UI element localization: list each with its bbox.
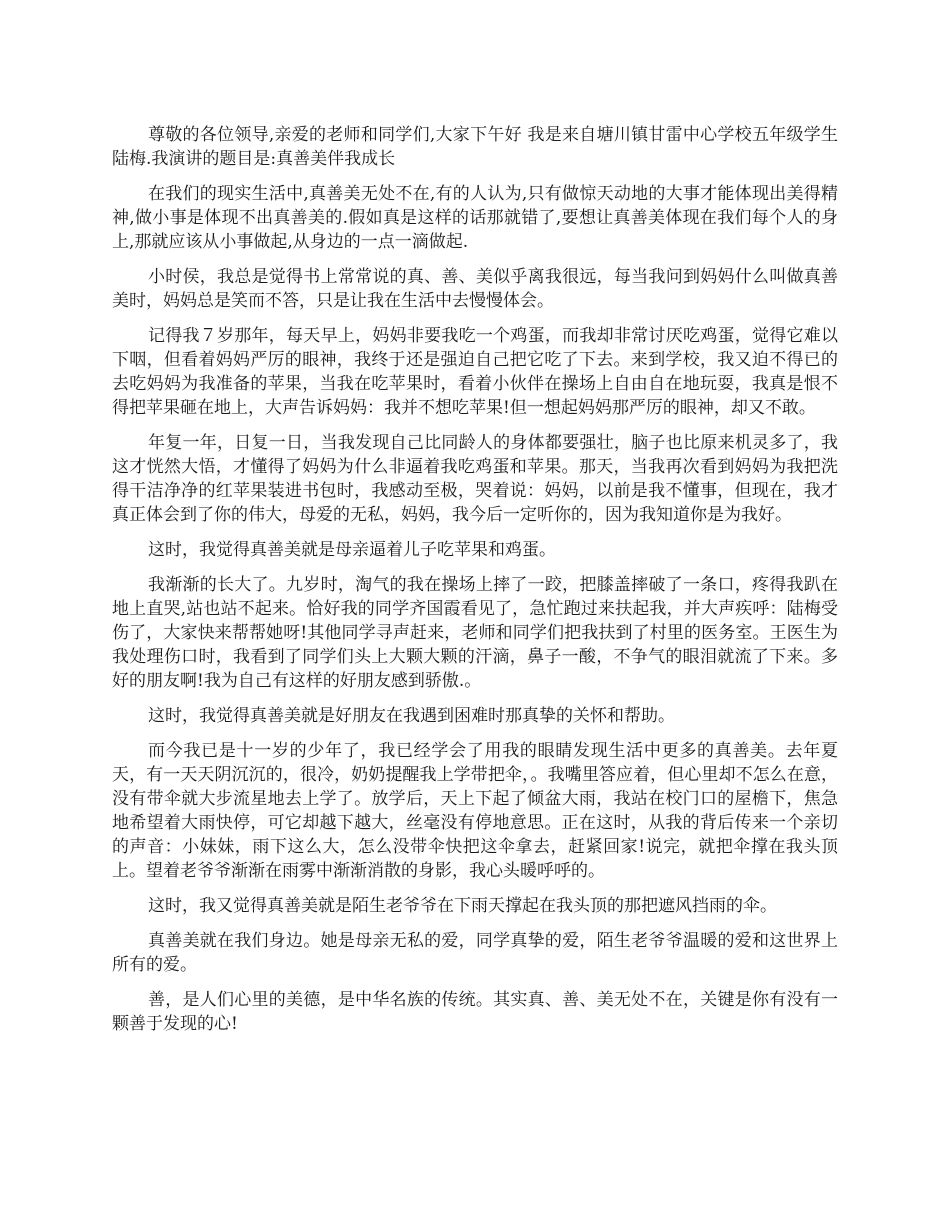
paragraph-childhood: 小时侯，我总是觉得书上常常说的真、善、美似乎离我很远，每当我问到妈妈什么叫做真善美时，妈妈总是笑而不答，只是让我在生活中去慢慢体会。 <box>112 267 838 311</box>
document-body <box>112 123 838 1047</box>
paragraph-greeting: 尊敬的各位领导,亲爱的老师和同学们,大家下午好 我是来自塘川镇甘雷中心学校五年级学生陆梅.我演讲的题目是:真善美伴我成长 <box>112 125 838 169</box>
paragraph-summary: 真善美就在我们身边。她是母亲无私的爱，同学真挚的爱，陌生老爷爷温暖的爱和这世界上所有的爱。 <box>112 931 838 975</box>
paragraph-egg-story: 记得我７岁那年，每天早上，妈妈非要我吃一个鸡蛋，而我却非常讨厌吃鸡蛋，觉得它难以下咽，但看着妈妈严厉的眼神，我终于还是强迫自己把它吃了下去。来到学校，我又迫不得已的去吃妈妈为我准备的苹果，当我在吃苹果时，看着小伙伴在操场上自由自在地玩耍，我真是恨不得把苹果砸在地上，大声告诉妈妈：我并不想吃苹果!但一想起妈妈那严厉的眼神，却又不敢。 <box>112 326 838 418</box>
paragraph-injury-story: 我渐渐的长大了。九岁时，淘气的我在操场上摔了一跤，把膝盖摔破了一条口，疼得我趴在地上直哭,站也站不起来。恰好我的同学齐国霞看见了，急忙跑过来扶起我，并大声疾呼：陆梅受伤了，大家快来帮帮她呀!其他同学寻声赶来，老师和同学们把我扶到了村里的医务室。王医生为我处理伤口时，我看到了同学们头上大颗大颗的汗滴，鼻子一酸，不争气的眼泪就流了下来。多好的朋友啊!我为自己有这样的好朋友感到骄傲.。 <box>112 575 838 691</box>
paragraph-realization: 年复一年，日复一日，当我发现自己比同龄人的身体都要强壮，脑子也比原来机灵多了，我这才恍然大悟，才懂得了妈妈为什么非逼着我吃鸡蛋和苹果。那天，当我再次看到妈妈为我把洗得干洁净净的红苹果装进书包时，我感动至极，哭着说：妈妈，以前是我不懂事，但现在，我才真正体会到了你的伟大，母爱的无私，妈妈，我今后一定听你的，因为我知道你是为我好。 <box>112 433 838 525</box>
paragraph-intro: 在我们的现实生活中,真善美无处不在,有的人认为,只有做惊天动地的大事才能体现出美得精神,做小事是体现不出真善美的.假如真是这样的话那就错了,要想让真善美体现在我们每个人的身上,那就应该从小事做起,从身边的一点一滴做起. <box>112 184 838 252</box>
paragraph-conclusion-friend: 这时，我觉得真善美就是好朋友在我遇到困难时那真挚的关怀和帮助。 <box>148 706 675 726</box>
paragraph-conclusion-stranger: 这时，我又觉得真善美就是陌生老爷爷在下雨天撑起在我头顶的那把遮风挡雨的伞。 <box>148 896 777 916</box>
paragraph-closing: 善，是人们心里的美德，是中华名族的传统。其实真、善、美无处不在，关键是你有没有一颗善于发现的心! <box>112 990 838 1034</box>
paragraph-conclusion-mother: 这时，我觉得真善美就是母亲逼着儿子吃苹果和鸡蛋。 <box>148 540 556 560</box>
paragraph-umbrella-story: 而今我已是十一岁的少年了，我已经学会了用我的眼睛发现生活中更多的真善美。去年夏天，有一天天阴沉沉的，很冷，奶奶提醒我上学带把伞，。我嘴里答应着，但心里却不怎么在意，没有带伞就大步流星地去上学了。放学后，天上下起了倾盆大雨，我站在校门口的屋檐下，焦急地希望着大雨快停，可它却越下越大，丝毫没有停地意思。正在这时，从我的背后传来一个亲切的声音：小妹妹，雨下这么大，怎么没带伞快把这伞拿去，赶紧回家!说完，就把伞撑在我头顶上。望着老爷爷渐渐在雨雾中渐渐消散的身影，我心头暖呼呼的。 <box>112 741 838 881</box>
